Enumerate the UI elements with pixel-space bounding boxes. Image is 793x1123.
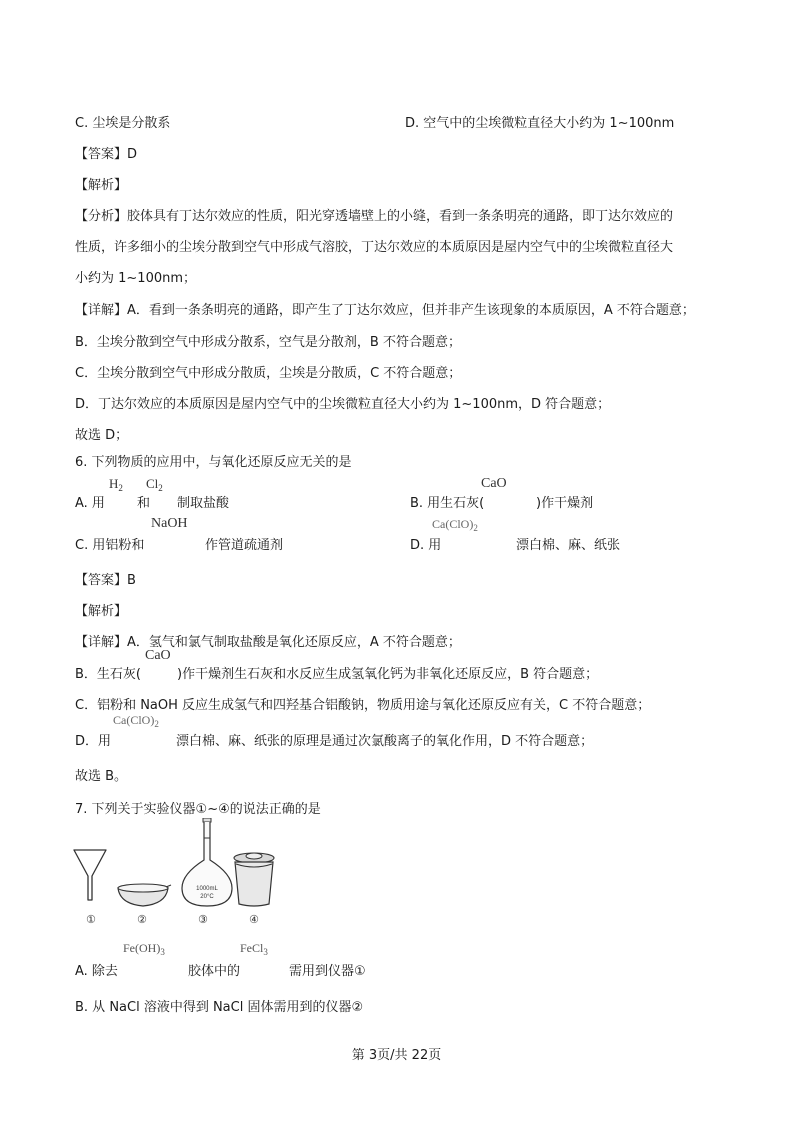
flask-temp-label: 20°C <box>200 894 214 900</box>
q5-analysis-line1: 【分析】胶体具有丁达尔效应的性质，阳光穿透墙壁上的小缝，看到一条条明亮的通路，即丁达尔效应的 <box>75 209 674 224</box>
q7-option-a-part1: A. 除去 <box>75 964 118 979</box>
q6-option-c-part1: C. 用铝粉和 <box>75 538 145 553</box>
q6-option-d-part1: D. 用 <box>410 538 442 553</box>
formula-naoh: NaOH <box>151 516 188 531</box>
apparatus-label-3: ③ <box>198 913 208 926</box>
formula-cao: CaO <box>481 476 507 491</box>
q5-choose: 故选 D； <box>75 428 129 443</box>
q6-detail-d-part1: D．用 <box>75 734 112 749</box>
q6-option-b-part2: )作干燥剂 <box>536 496 594 511</box>
formula-h2: $H_2$ <box>109 476 123 493</box>
q5-analysis-line2: 性质，许多细小的尘埃分散到空气中形成气溶胶，丁达尔效应的本质原因是屋内空气中的尘埃微粒直径大 <box>75 240 674 255</box>
volumetric-flask-icon <box>182 818 232 906</box>
q6-detail-a: 【详解】A．氢气和氯气制取盐酸是氧化还原反应，A 不符合题意； <box>75 635 461 650</box>
crucible-icon <box>234 853 274 906</box>
formula-fecl3: FeCl$_3$ <box>240 941 268 957</box>
apparatus-label-4: ④ <box>249 913 259 926</box>
q5-detail-b: B．尘埃分散到空气中形成分散系，空气是分散剂，B 不符合题意； <box>75 335 461 350</box>
formula-caclo2: $Ca(ClO)_2$ <box>432 517 478 533</box>
q6-detail-d-part2: 漂白棉、麻、纸张的原理是通过次氯酸离子的氧化作用，D 不符合题意； <box>176 734 594 749</box>
q6-option-c-part2: 作管道疏通剂 <box>205 538 284 553</box>
q7-option-a-part3: 需用到仪器① <box>289 964 366 979</box>
q7-option-a-part2: 胶体中的 <box>188 964 241 979</box>
apparatus-label-1: ① <box>86 913 96 926</box>
formula-cao-detail: CaO <box>145 648 171 663</box>
formula-cl2: $Cl_2$ <box>146 476 163 493</box>
q5-answer: 【答案】D <box>75 147 138 162</box>
formula-caclo2-detail: $Ca(ClO)_2$ <box>113 713 159 729</box>
q5-analysis-line3: 小约为 1~100nm； <box>75 271 197 286</box>
q6-jiexi-heading: 【解析】 <box>75 604 128 619</box>
q7-stem: 7. 下列关于实验仪器①~④的说法正确的是 <box>75 802 321 817</box>
page-footer: 第 3页/共 22页 <box>351 1048 442 1063</box>
formula-feoh3: $Fe(OH)_3$ <box>123 941 165 957</box>
q6-option-d-part2: 漂白棉、麻、纸张 <box>516 538 621 553</box>
q6-choose: 故选 B。 <box>75 769 128 784</box>
q6-option-b-part1: B. 用生石灰( <box>410 496 485 511</box>
q5-option-d: D. 空气中的尘埃微粒直径大小约为 1~100nm <box>405 116 675 131</box>
q6-detail-b-part1: B．生石灰( <box>75 667 141 682</box>
funnel-icon <box>74 850 106 900</box>
q6-answer: 【答案】B <box>75 573 136 588</box>
q6-detail-c: C．铝粉和 NaOH 反应生成氢气和四羟基合铝酸钠，物质用途与氧化还原反应有关，C 不符合题意； <box>75 698 651 713</box>
q6-stem: 6. 下列物质的应用中，与氧化还原反应无关的是 <box>75 455 352 470</box>
q6-option-a-part3: 制取盐酸 <box>177 496 230 511</box>
q6-option-a-part2: 和 <box>137 496 151 511</box>
q6-option-a-part1: A. 用 <box>75 496 105 511</box>
q7-option-b: B. 从 NaCl 溶液中得到 NaCl 固体需用到的仪器② <box>75 1000 364 1015</box>
flask-capacity-label: 1000mL <box>196 886 218 892</box>
evaporating-dish-icon <box>118 884 171 906</box>
q6-detail-b-part2: )作干燥剂生石灰和水反应生成氢氧化钙为非氧化还原反应，B 符合题意； <box>177 667 599 682</box>
q5-detail-a: 【详解】A．看到一条条明亮的通路，即产生了丁达尔效应，但并非产生该现象的本质原因，A 不符合题意； <box>75 303 695 318</box>
q5-detail-d: D．丁达尔效应的本质原因是屋内空气中的尘埃微粒直径大小约为 1~100nm，D 符合题意； <box>75 397 611 412</box>
apparatus-label-2: ② <box>137 913 147 926</box>
q5-jiexi-heading: 【解析】 <box>75 178 128 193</box>
q5-option-c: C. 尘埃是分散系 <box>75 116 171 131</box>
q5-detail-c: C．尘埃分散到空气中形成分散质，尘埃是分散质，C 不符合题意； <box>75 366 462 381</box>
